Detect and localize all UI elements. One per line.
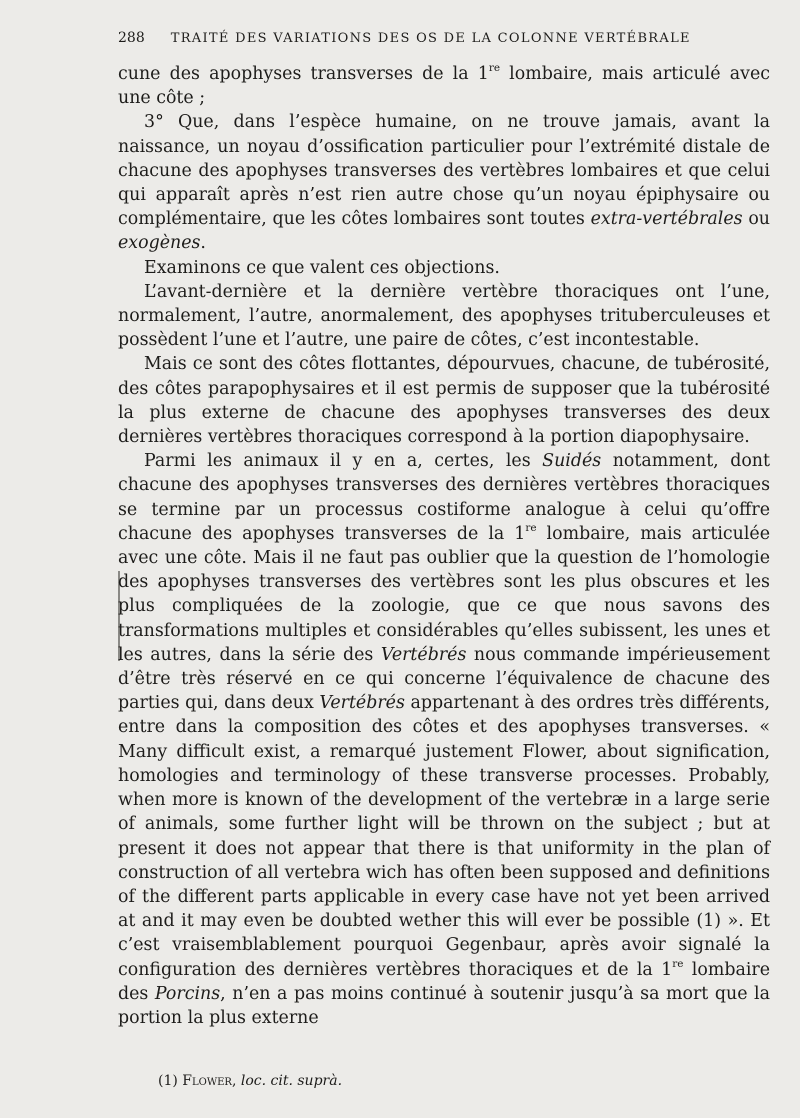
superscript: re [525,522,537,535]
text-run: lombaire, mais articulée avec une côte. Mais il ne faut pas oublier que la question de l’homologie des apophyses transverses des vertèbres sont les plus obscures et les plus compliquées de la zoologie, que ce que nous savons des transformations multiples et considérables qu’elles subissent, les unes et les autres, dans la série des [118,523,770,665]
paragraph [118,110,770,255]
footnote-marker: (1) [158,1073,178,1089]
body-text [118,62,770,1030]
running-title: TRAITÉ DES VARIATIONS DES OS DE LA COLONNE VERTÉBRALE [170,31,691,46]
italic-text: Porcins [154,983,221,1004]
italic-text: Vertébrés [380,644,467,665]
superscript: re [488,62,500,75]
running-header [118,30,770,46]
italic-text: exogènes [118,233,201,254]
italic-text: Vertébrés [319,693,405,714]
text-run: 3° Que, dans l’espèce humaine, on ne trouve jamais, avant la naissance, un noyau d’ossification particulier pour l’extrémité distale de chacune des apophyses transverses des vertèbres lombaires et que celui qui apparaît après n’est rien autre chose qu’un noyau épiphysaire ou complémentaire, que les côtes lombaires sont toutes [118,112,770,230]
paragraph [118,449,770,1030]
italic-text: extra-vertébrales [590,209,743,230]
paragraph [118,62,770,110]
text-run: . [200,233,206,254]
text-run: lombaire, mais articulé avec une côte ; [118,64,770,109]
paragraph [118,352,770,449]
text-run: lombaire des [118,959,770,1004]
paragraph [118,280,770,353]
text-run: appartenant à des ordres très différents, entre dans la composition des côtes et des apophyses transverses. « Many difficult exist, a remarqué justement Flower, about signification, homologies and terminology of these transverse processes. Probably, when more is known of the development of the vertebræ in a large serie of animals, some further light will be thrown on the subject ; but at present it does not appear that there is that uniformity in the plan of construction of all vertebra wich has often been supposed and definitions of the different parts applicable in every case have not yet been arrived at and it may even be doubted wether this will ever be possible (1) ». Et c’est vraisemblablement pourquoi Gegenbaur, après avoir signalé la configuration des dernières vertèbres thoraciques et de la 1 [118,693,770,980]
footnote [158,1073,342,1089]
text-run: Mais ce sont des côtes flottantes, dépourvues, chacune, de tubérosité, des côtes parapophysaires et il est permis de supposer que la tubérosité la plus externe de chacune des apophyses transverses des deux dernières vertèbres thoraciques correspond à la portion diapophysaire. [118,354,770,448]
text-run: Examinons ce que valent ces objections. [144,257,500,278]
text-run: notamment, dont chacune des apophyses transverses des dernières vertèbres thoraciques se termine par un processus costiforme analogue à celui qu’offre chacune des apophyses transverses de la 1 [118,451,771,544]
paragraph [118,256,770,280]
text-run: ou [742,209,771,230]
superscript: re [672,957,684,970]
page-number: 288 [118,30,145,46]
text-run: nous commande impérieusement d’être très réservé en ce qui concerne l’équivalence de chacune des parties qui, dans deux [118,644,770,714]
text-run: cune des apophyses transverses de la 1 [118,64,489,84]
text-run: , n’en a pas moins continué à soutenir jusqu’à sa mort que la portion la plus externe [118,983,770,1028]
italic-text: Suidés [542,451,602,472]
footnote-reference: loc. cit. suprà. [240,1073,343,1089]
text-run: L’avant-dernière et la dernière vertèbre thoraciques ont l’une, normalement, l’autre, anormalement, des apophyses trituberculeuses et possèdent l’une et l’autre, une paire de côtes, c’est incontestable. [118,281,770,351]
text-run: Parmi les animaux il y en a, certes, les [144,451,543,472]
footnote-author: Flower, [182,1073,237,1089]
